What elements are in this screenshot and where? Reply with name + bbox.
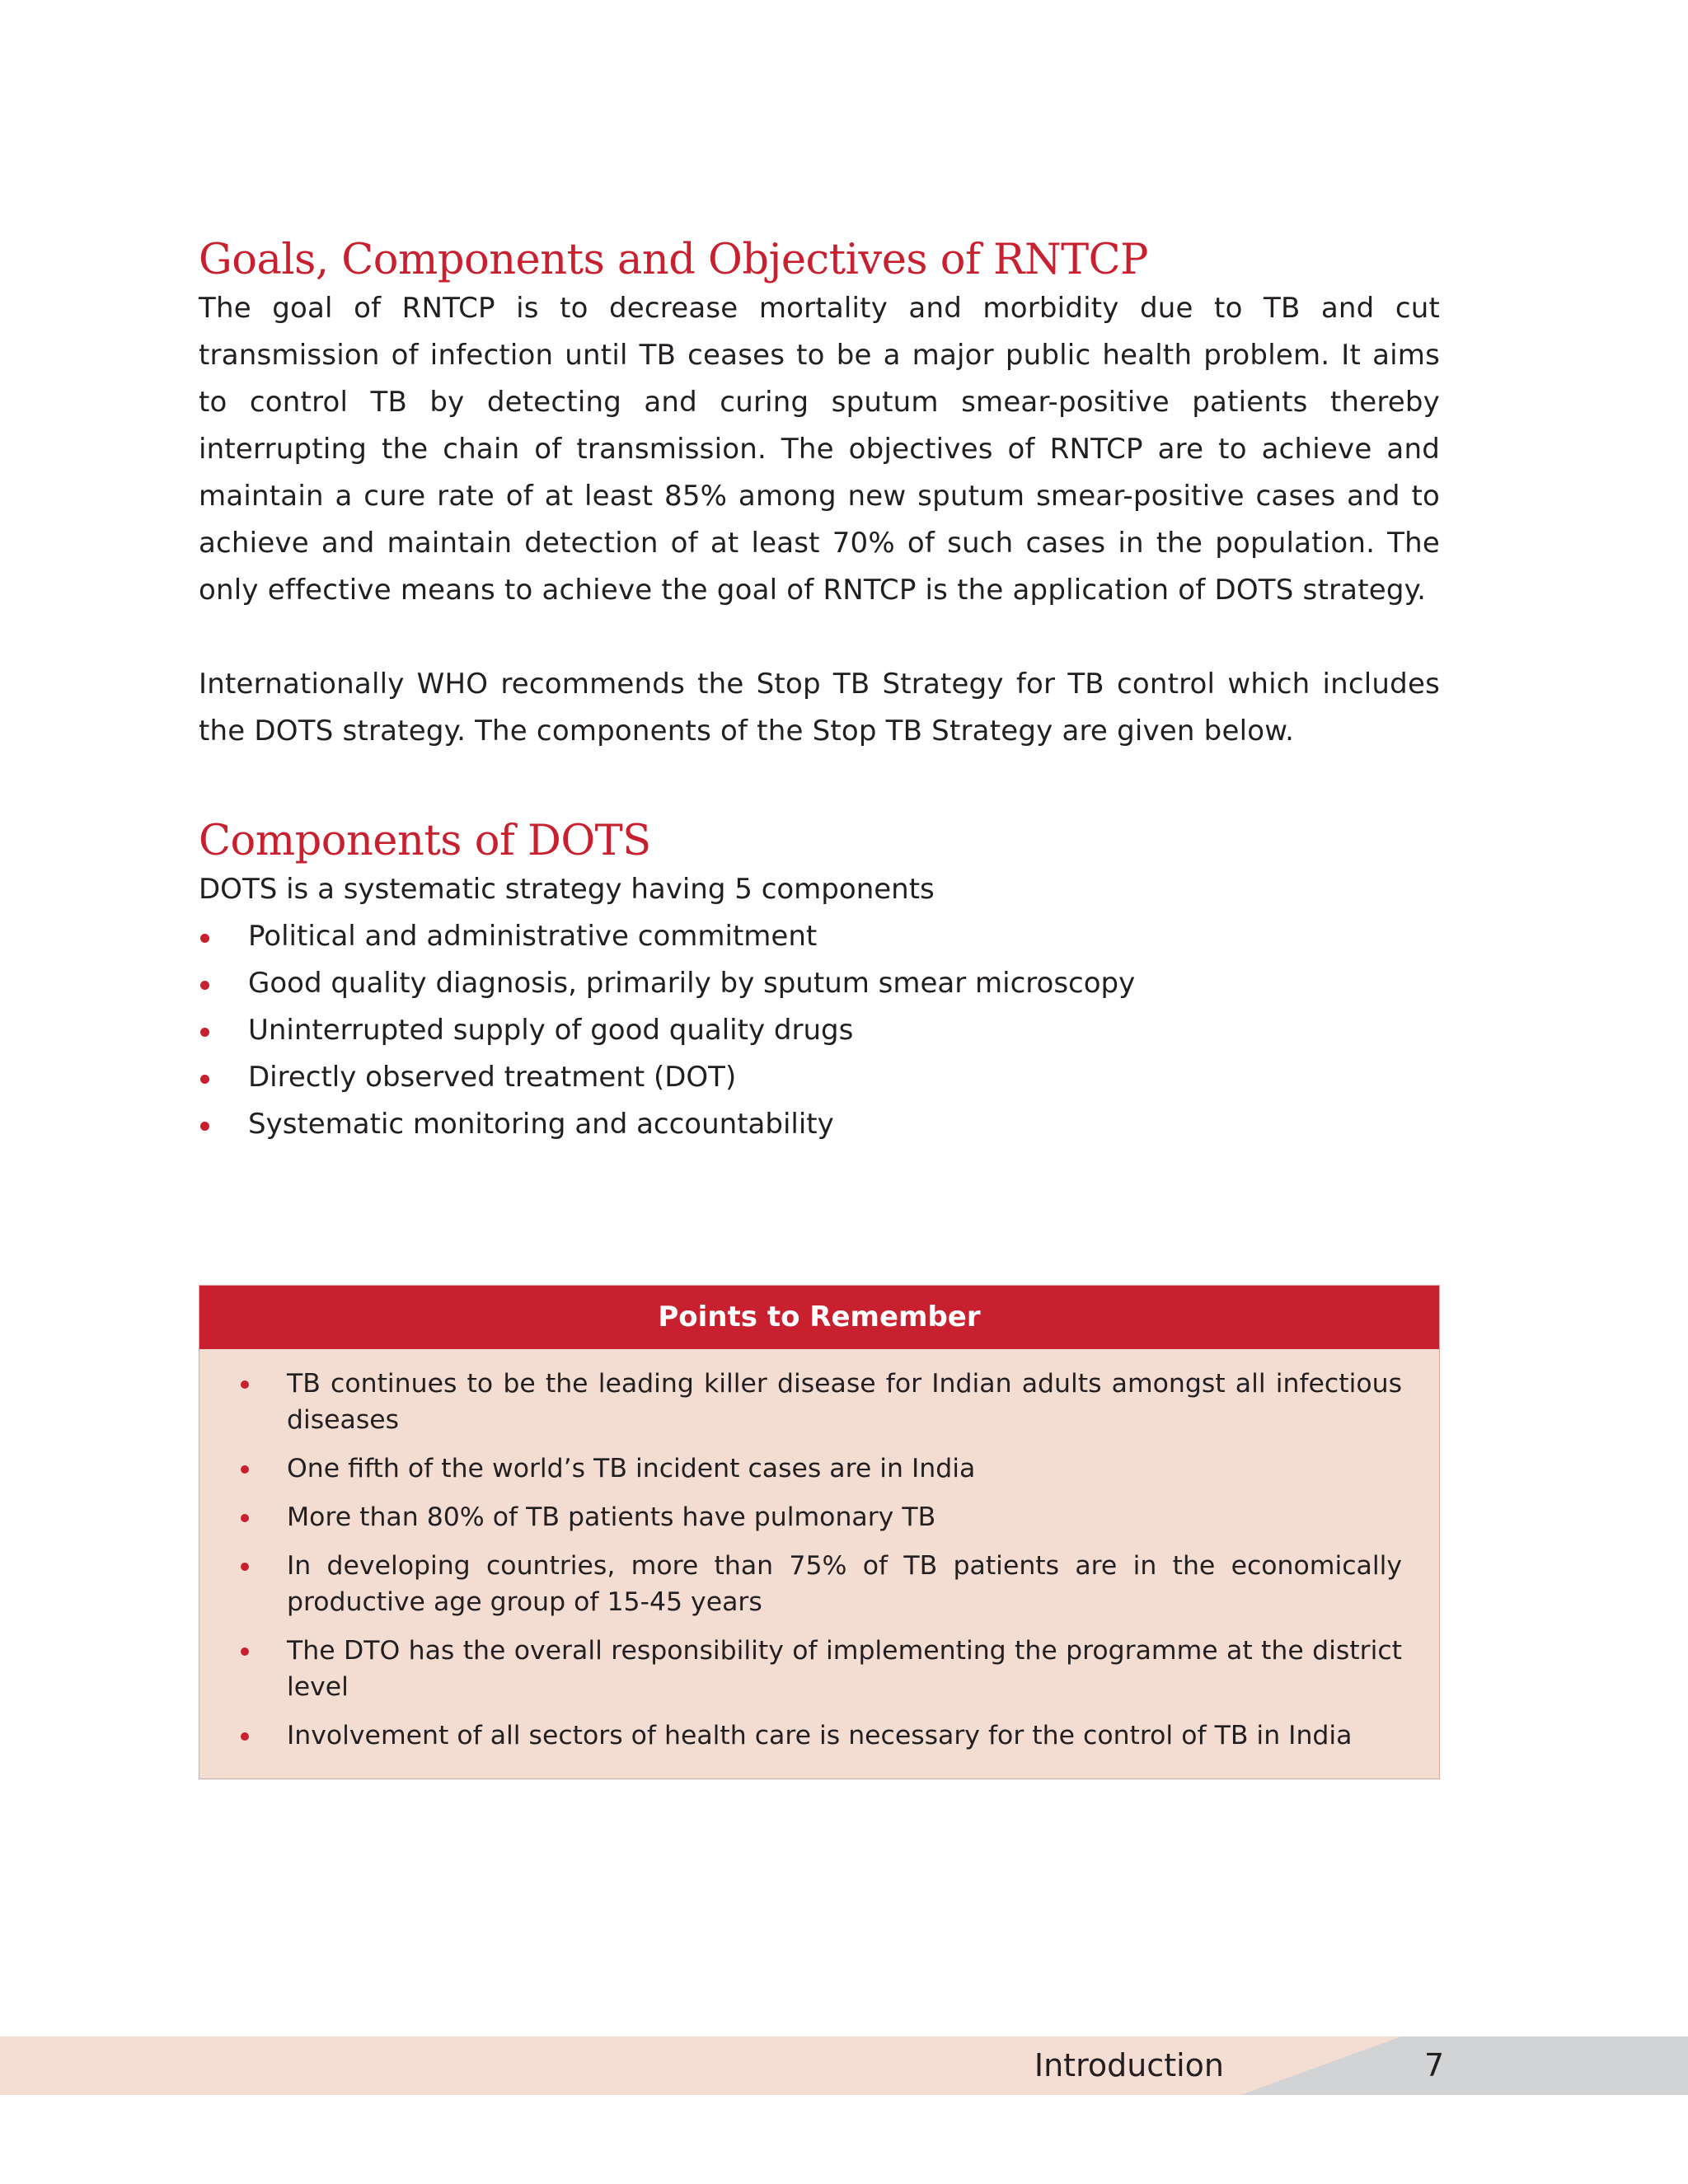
- list-item-text: Involvement of all sectors of health care is necessary for the control of TB in India: [287, 1721, 1353, 1750]
- list-item-text: Political and administrative commitment: [248, 920, 818, 954]
- list-item-text: Directly observed treatment (DOT): [248, 1061, 737, 1094]
- bullet-icon: [200, 1122, 209, 1131]
- list-item: [199, 960, 1440, 1007]
- section-heading-dots: Components of DOTS: [199, 817, 651, 866]
- list-item-text: More than 80% of TB patients have pulmonary TB: [287, 1502, 936, 1532]
- dots-intro-text: DOTS is a systematic strategy having 5 components: [199, 873, 935, 907]
- list-item: [237, 1366, 1402, 1438]
- bullet-icon: [241, 1732, 249, 1741]
- bullet-icon: [241, 1380, 249, 1389]
- list-item: [237, 1499, 1402, 1535]
- points-to-remember-box: [199, 1285, 1440, 1779]
- bullet-icon: [200, 934, 209, 943]
- bullet-icon: [241, 1563, 249, 1571]
- list-item-text: One fifth of the world’s TB incident cases are in India: [287, 1454, 976, 1483]
- main-content: [199, 235, 1440, 1148]
- list-item-text: Uninterrupted supply of good quality drugs: [248, 1014, 854, 1047]
- list-item-text: The DTO has the overall responsibility of implementing the programme at the district level: [287, 1636, 1402, 1702]
- section-heading-goals: Goals, Components and Objectives of RNTCP: [199, 236, 1148, 284]
- list-item: [199, 1007, 1440, 1054]
- bullet-icon: [200, 981, 209, 990]
- list-item: [237, 1718, 1402, 1754]
- bullet-icon: [200, 1028, 209, 1037]
- list-item: [199, 913, 1440, 960]
- list-item: [199, 1101, 1440, 1148]
- bullet-icon: [241, 1465, 249, 1474]
- points-list: [199, 1349, 1439, 1779]
- goals-paragraph: The goal of RNTCP is to decrease mortality and morbidity due to TB and cut transmission of infection until TB ceases to be a major public health problem. It aims to control TB by detecting and curing sputum smear-positive patients thereby interrupting the chain of transmission. The objectives of RNTCP are to achieve and maintain a cure rate of at least 85% among new sputum smear-positive cases and to achieve and maintain detection of at least 70% of such cases in the population. The only effective means to achieve the goal of RNTCP is the application of DOTS strategy.: [199, 292, 1440, 607]
- list-item-text: In developing countries, more than 75% of TB patients are in the economically productive age group of 15-45 years: [287, 1551, 1402, 1617]
- bullet-icon: [241, 1514, 249, 1522]
- list-item-text: TB continues to be the leading killer disease for Indian adults amongst all infectious diseases: [287, 1369, 1402, 1435]
- list-item-text: Systematic monitoring and accountability: [248, 1108, 834, 1141]
- list-item-text: Good quality diagnosis, primarily by sputum smear microscopy: [248, 967, 1136, 1001]
- dots-components-list: [199, 913, 1440, 1148]
- list-item: [237, 1548, 1402, 1620]
- footer-section-title: Introduction: [1034, 2047, 1224, 2083]
- bullet-icon: [241, 1647, 249, 1656]
- list-item: [237, 1633, 1402, 1705]
- list-item: [237, 1451, 1402, 1487]
- bullet-icon: [200, 1075, 209, 1084]
- page-number: 7: [1424, 2047, 1445, 2083]
- list-item: [199, 1054, 1440, 1101]
- points-box-title: Points to Remember: [199, 1286, 1439, 1349]
- stop-tb-paragraph: Internationally WHO recommends the Stop TB Strategy for TB control which includes the DOTS strategy. The components of the Stop TB Strategy are given below.: [199, 668, 1440, 748]
